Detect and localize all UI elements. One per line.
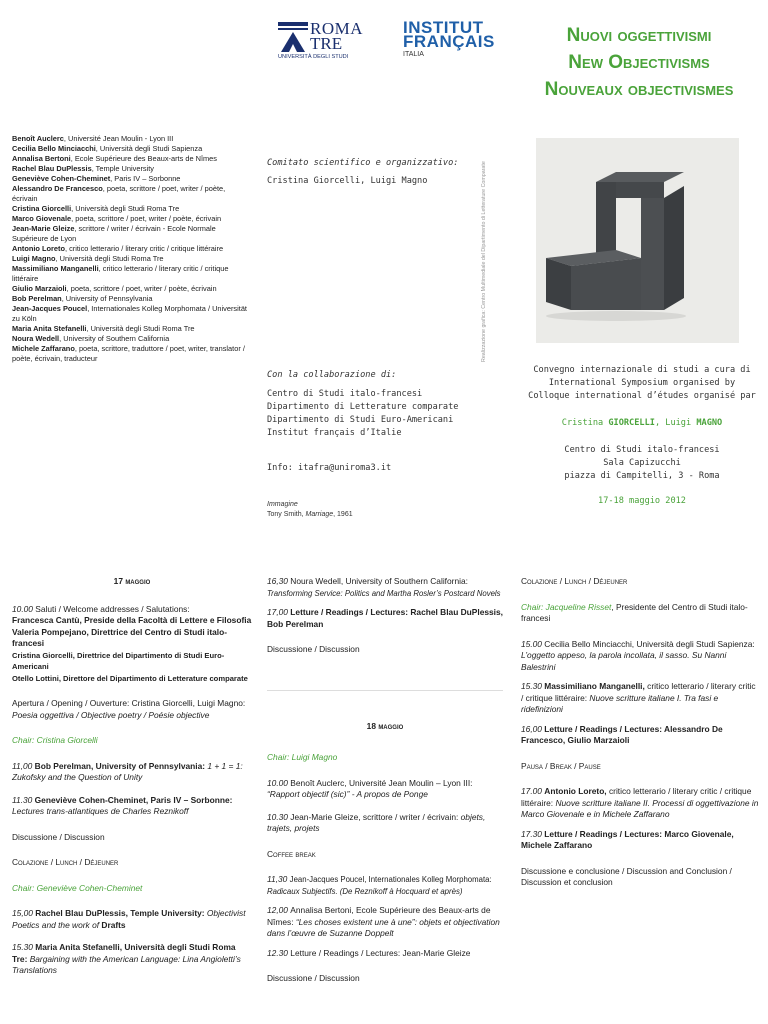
- conclusion: Discussione e conclusione / Discussion and Conclusion / Discussion et conclusion: [521, 865, 732, 887]
- participant-item: [12, 204, 252, 214]
- collab-label: Con la collaborazione di:: [267, 370, 397, 380]
- participant-affiliation: , University of Pennsylvania: [61, 294, 153, 303]
- day1-heading: 17 maggio: [113, 576, 151, 586]
- participant-affiliation: , poeta, scrittore, traduttore / poet, writer, translator / poète, écrivain, traducteur: [12, 344, 245, 363]
- collab-item: Dipartimento di Letterature comparate: [267, 402, 459, 412]
- participant-item: [12, 174, 252, 184]
- participant-item: [12, 224, 252, 244]
- pause-break: Pausa / Break / Pause: [521, 760, 601, 771]
- talk: 12,00 Annalisa Bertoni, Ecole Supérieure des Beaux-arts de Nîmes: “Les choses existent une à une”: objets et objectivation dans l’œuvre de Suzanne Doppelt: [267, 905, 500, 938]
- participant-name: Giulio Marzaioli: [12, 284, 67, 293]
- program-col-3: [521, 576, 759, 900]
- participant-item: [12, 164, 252, 174]
- roma-tre-logo: [278, 20, 364, 62]
- participant-item: [12, 244, 252, 254]
- talk: 15.30 Maria Anita Stefanelli, Università degli Studi Roma Tre: Bargaining with the American Language: Lina Angioletti’s Translations: [12, 942, 241, 975]
- venue-line: Sala Capizucchi: [603, 458, 681, 468]
- collab-list: [267, 388, 458, 440]
- talk: 15,00 Rachel Blau DuPlessis, Temple University: Objectivist Poetics and the work of Drafts: [12, 908, 246, 930]
- participant-affiliation: , Temple University: [91, 164, 154, 173]
- italia-label: ITALIA: [403, 51, 424, 58]
- participant-item: [12, 144, 252, 154]
- participant-name: Jean-Jacques Poucel: [12, 304, 88, 313]
- committee-label: Comitato scientifico e organizzativo:: [267, 158, 459, 168]
- welcome-item: Francesca Cantù, Preside della Facoltà di Lettere e Filosofia: [12, 615, 252, 625]
- event-dates: 17-18 maggio 2012: [598, 496, 686, 506]
- participant-item: [12, 294, 252, 304]
- participant-item: [12, 254, 252, 264]
- participant-name: Rachel Blau DuPlessis: [12, 164, 92, 173]
- participant-affiliation: , University of Southern California: [59, 334, 170, 343]
- participant-name: Cecilia Bello Minciacchi: [12, 144, 96, 153]
- discussion: Discussione / Discussion: [267, 644, 360, 654]
- image-artist: Tony Smith,: [267, 511, 306, 518]
- organizers: Cristina GIORCELLI, Luigi MAGNO: [561, 418, 723, 428]
- info-email: Info: itafra@uniroma3.it: [267, 463, 392, 473]
- day-divider: [267, 690, 503, 691]
- participant-item: [12, 264, 252, 284]
- participant-item: [12, 134, 252, 144]
- chair-label: Chair: Geneviève Cohen-Cheminet: [12, 882, 143, 893]
- participant-affiliation: , Ecole Supérieure des Beaux-arts de Nîmes: [70, 154, 217, 163]
- participant-affiliation: , poeta, scrittore / poet, writer / poète, écrivain: [12, 184, 226, 203]
- participant-name: Luigi Magno: [12, 254, 56, 263]
- event-line: Convegno internazionale di studi a cura di: [533, 365, 751, 375]
- chair-label: Chair: Cristina Giorcelli: [12, 735, 98, 745]
- coffee-break: Coffee break: [267, 848, 316, 859]
- participant-name: Marco Giovenale: [12, 214, 72, 223]
- event-info: [516, 364, 768, 508]
- participant-affiliation: , Università degli Studi Roma Tre: [71, 204, 180, 213]
- francais-label: FRANÇAIS: [403, 32, 495, 51]
- participant-affiliation: , scrittore / writer / écrivain - Ecole Normale Supérieure de Lyon: [12, 224, 216, 243]
- roma-tre-subtitle: UNIVERSITÀ DEGLI STUDI: [278, 54, 349, 60]
- talk: 12.30 Letture / Readings / Lectures: Jean-Marie Gleize: [267, 947, 471, 958]
- day2-heading: 18 maggio: [366, 720, 404, 731]
- event-line: Colloque international d’études organisé par: [528, 391, 756, 401]
- collab-item: Institut français d’Italie: [267, 428, 402, 438]
- title-fr: Nouveaux objectivismes: [544, 79, 734, 100]
- participant-item: [12, 284, 252, 294]
- welcome-item: Otello Lottini, Direttore del Dipartimento di Letterature comparate: [12, 673, 248, 683]
- participant-name: Bob Perelman: [12, 294, 62, 303]
- participant-name: Noura Wedell: [12, 334, 60, 343]
- talk: 17.00 Antonio Loreto, critico letterario / literary critic / critique littéraire: Nuove scritture italiane II. Processi di oggettivazione in Marco Giovenale e in Michele Zaffarano: [521, 786, 759, 819]
- participant-name: Cristina Giorcelli: [12, 204, 72, 213]
- institut-label: INSTITUT: [403, 18, 484, 37]
- talk: 15.00 Cecilia Bello Minciacchi, Università degli Studi Sapienza: L’oggetto appeso, la parola incollata, il sasso. Su Nanni Balestrini: [521, 638, 755, 672]
- talk: 11,00 Bob Perelman, University of Pennsylvania: 1 + 1 = 1: Zukofsky and the Question of Unity: [12, 760, 243, 782]
- participant-affiliation: , Università degli Studi Roma Tre: [55, 254, 164, 263]
- chair-label: Chair: Luigi Magno: [267, 752, 338, 762]
- participant-name: Geneviève Cohen-Cheminet: [12, 174, 111, 183]
- welcome-item: Cristina Giorcelli, Direttrice del Dipartimento di Studi Euro-Americani: [12, 650, 225, 671]
- participant-item: [12, 154, 252, 164]
- committee-names: Cristina Giorcelli, Luigi Magno: [267, 176, 428, 186]
- participant-item: [12, 334, 252, 344]
- talk: 17,00 Letture / Readings / Lectures: Rachel Blau DuPlessis, Bob Perelman: [267, 607, 503, 629]
- participant-name: Michele Zaffarano: [12, 344, 75, 353]
- participant-affiliation: , Università degli Studi Sapienza: [95, 144, 203, 153]
- talk: 16,30 Noura Wedell, University of Southern California: Transforming Service: Politics and Martha Rosler’s Postcard Novels: [267, 576, 501, 598]
- chair-label: Chair: Jacqueline Risset, Presidente del Centro di Studi italo-francesi: [521, 601, 748, 623]
- talk: 11.30 Geneviève Cohen-Cheminet, Paris IV – Sorbonne: Lectures trans-atlantiques de Charles Reznikoff: [12, 794, 233, 816]
- program-col-1: 17 maggio 10.00 Saluti / Welcome addresses / Salutations: Francesca Cantù, Preside della Facoltà di Lettere e Filosofia Valeria Pompejano, Direttrice del Centro di Studi italo-francesi Cristina Giorcelli, Direttrice del Dipartimento di Studi Euro-Americani Otello Lottini, Direttore del Dipartimento di Letterature comparate Apertura / Opening / Ouverture: Cristina Giorcelli, Luigi Magno: Poesia oggettiva / Objective poetry / Poésie objective Chair: Cristina Giorcelli 11,00 Bob Perelman, University of Pennsylvania: 1 + 1 = 1: Zukofsky and the Question of Unity 11.30 Geneviève Cohen-Cheminet, Paris IV – Sorbonne: Lectures trans-atlantiques de Charles Reznikoff Discussione / Discussion Colazione / Lunch / Déjeuner Chair: Geneviève Cohen-Cheminet 15,00 Rachel Blau DuPlessis, Temple University: Objectivist Poetics and the work of Drafts 15.30 Maria Anita Stefanelli, Università degli Studi Roma Tre: Bargaining with the American Language: Lina Angioletti’s Translations: [12, 576, 252, 975]
- participant-item: [12, 184, 252, 204]
- participant-affiliation: , poeta, scrittore / poet, writer / poète, écrivain: [71, 214, 222, 223]
- lunch-break: Colazione / Lunch / Déjeuner: [521, 576, 628, 586]
- welcome-item: Valeria Pompejano, Direttrice del Centro di Studi italo-francesi: [12, 626, 228, 648]
- collab-item: Dipartimento di Studi Euro-Americani: [267, 415, 454, 425]
- graphic-credit: Realizzazione grafica: Centro Multimediale del Dipartimento di Letterature Comparate: [481, 161, 487, 362]
- title-it: Nuovi oggettivismi: [566, 25, 712, 46]
- participant-name: Alessandro De Francesco: [12, 184, 103, 193]
- participants-list: [12, 134, 252, 364]
- talk: 10.00 Benoît Auclerc, Université Jean Moulin – Lyon III: “Rapport objectif (sic)” - A propos de Ponge: [267, 777, 473, 799]
- talk: 16,00 Letture / Readings / Lectures: Alessandro De Francesco, Giulio Marzaioli: [521, 723, 723, 745]
- participant-affiliation: , Internationales Kolleg Morphomata / Universität zu Köln: [12, 304, 247, 323]
- participant-affiliation: , critico letterario / literary critic / critique littéraire: [64, 244, 224, 253]
- event-line: International Symposium organised by: [548, 378, 736, 388]
- conference-titles: [520, 22, 758, 103]
- talk: 10.30 Jean-Marie Gleize, scrittore / writer / écrivain: objets, trajets, projets: [267, 811, 486, 833]
- talk: 11,30 Jean-Jacques Poucel, Internationales Kolleg Morphomata: Radicaux Subjectifs. (De Reznikoff à Hocquard et après): [267, 874, 492, 896]
- image-credit: [267, 500, 353, 520]
- participant-item: [12, 324, 252, 334]
- participant-affiliation: , Università degli Studi Roma Tre: [86, 324, 195, 333]
- participant-name: Antonio Loreto: [12, 244, 65, 253]
- discussion: Discussione / Discussion: [267, 973, 360, 983]
- tre-label: TRE: [310, 34, 343, 53]
- image-year: , 1961: [333, 511, 353, 518]
- participant-name: Jean-Marie Gleize: [12, 224, 75, 233]
- participant-name: Benoît Auclerc: [12, 134, 64, 143]
- opening-session: Apertura / Opening / Ouverture: Cristina Giorcelli, Luigi Magno: Poesia oggettiva / Objective poetry / Poésie objective: [12, 698, 246, 720]
- participant-item: [12, 214, 252, 224]
- discussion: Discussione / Discussion: [12, 831, 105, 842]
- roma-tre-emblem-icon: [278, 22, 308, 54]
- participant-affiliation: , critico letterario / literary critic / critique littéraire: [12, 264, 229, 283]
- sculpture-illustration: [536, 138, 739, 343]
- participant-item: [12, 344, 252, 364]
- image-work: Marriage: [305, 511, 334, 518]
- institut-francais-logo: [403, 20, 493, 62]
- participant-name: Annalisa Bertoni: [12, 154, 71, 163]
- collab-item: Centro di Studi italo-francesi: [267, 389, 423, 399]
- title-en: New Objectivisms: [568, 52, 710, 73]
- participant-name: Maria Anita Stefanelli: [12, 324, 87, 333]
- sculpture-image: [536, 138, 739, 343]
- talk: 17.30 Letture / Readings / Lectures: Marco Giovenale, Michele Zaffarano: [521, 828, 734, 850]
- participant-affiliation: , poeta, scrittore / poet, writer / poète, écrivain: [66, 284, 217, 293]
- program-col-2: [267, 576, 503, 996]
- venue-line: piazza di Campitelli, 3 - Roma: [564, 471, 720, 481]
- participant-name: Massimiliano Manganelli: [12, 264, 99, 273]
- image-credit-label: Immagine: [267, 501, 298, 508]
- participant-affiliation: , Université Jean Moulin - Lyon III: [63, 134, 174, 143]
- roma-label: ROMA: [310, 19, 364, 38]
- lunch-break: Colazione / Lunch / Déjeuner: [12, 857, 119, 867]
- welcome-label: Saluti / Welcome addresses / Salutations:: [35, 603, 190, 614]
- participant-affiliation: , Paris IV – Sorbonne: [110, 174, 181, 183]
- participant-item: [12, 304, 252, 324]
- talk: 15.30 Massimiliano Manganelli, critico letterario / literary critic / critique littéraire: Nuove scritture italiane I. Tra fasi e ridefinizioni: [521, 681, 756, 714]
- venue-line: Centro di Studi italo-francesi: [564, 445, 720, 455]
